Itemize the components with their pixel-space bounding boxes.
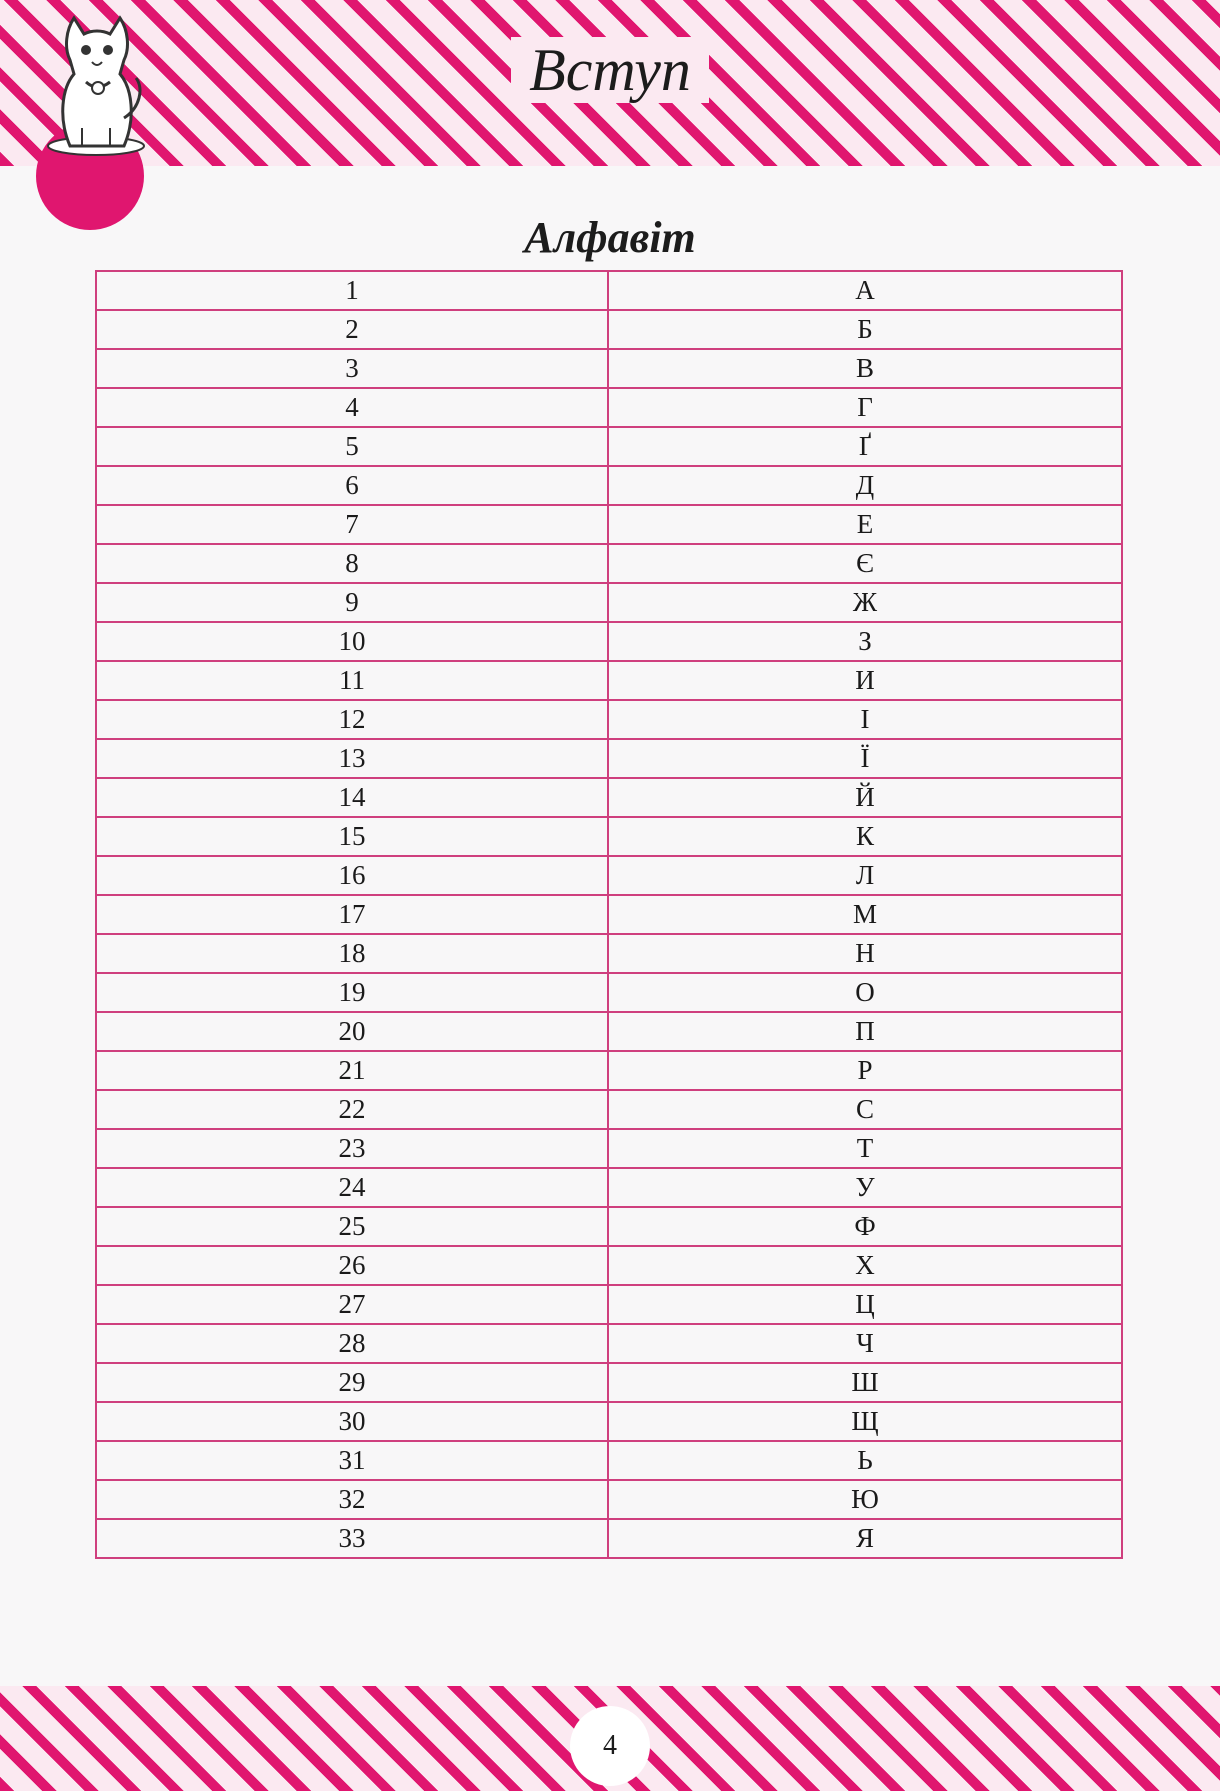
- alphabet-table: [95, 270, 1123, 1559]
- table-row: [96, 661, 1122, 700]
- letter-cell: Є: [608, 544, 1122, 583]
- table-row: [96, 973, 1122, 1012]
- letter-number-cell: 20: [96, 1012, 608, 1051]
- table-row: [96, 1051, 1122, 1090]
- letter-cell: О: [608, 973, 1122, 1012]
- letter-cell: Б: [608, 310, 1122, 349]
- table-row: [96, 1441, 1122, 1480]
- letter-number-cell: 12: [96, 700, 608, 739]
- letter-cell: К: [608, 817, 1122, 856]
- letter-number-cell: 17: [96, 895, 608, 934]
- letter-number-cell: 32: [96, 1480, 608, 1519]
- letter-number-cell: 21: [96, 1051, 608, 1090]
- letter-number-cell: 25: [96, 1207, 608, 1246]
- letter-cell: Ч: [608, 1324, 1122, 1363]
- letter-number-cell: 4: [96, 388, 608, 427]
- letter-cell: Ь: [608, 1441, 1122, 1480]
- letter-cell: Н: [608, 934, 1122, 973]
- table-row: [96, 856, 1122, 895]
- letter-number-cell: 13: [96, 739, 608, 778]
- letter-number-cell: 9: [96, 583, 608, 622]
- table-row: [96, 934, 1122, 973]
- letter-cell: З: [608, 622, 1122, 661]
- table-row: [96, 1402, 1122, 1441]
- table-row: [96, 388, 1122, 427]
- table-row: [96, 817, 1122, 856]
- letter-cell: П: [608, 1012, 1122, 1051]
- letter-number-cell: 7: [96, 505, 608, 544]
- table-row: [96, 349, 1122, 388]
- letter-cell: Щ: [608, 1402, 1122, 1441]
- page-title: Вступ: [0, 36, 1220, 105]
- letter-cell: Ц: [608, 1285, 1122, 1324]
- table-row: [96, 466, 1122, 505]
- letter-number-cell: 24: [96, 1168, 608, 1207]
- letter-number-cell: 15: [96, 817, 608, 856]
- letter-number-cell: 18: [96, 934, 608, 973]
- letter-number-cell: 19: [96, 973, 608, 1012]
- letter-number-cell: 31: [96, 1441, 608, 1480]
- letter-cell: Ї: [608, 739, 1122, 778]
- letter-cell: Ж: [608, 583, 1122, 622]
- letter-number-cell: 11: [96, 661, 608, 700]
- letter-cell: В: [608, 349, 1122, 388]
- table-row: [96, 1207, 1122, 1246]
- letter-number-cell: 30: [96, 1402, 608, 1441]
- letter-cell: Е: [608, 505, 1122, 544]
- table-row: [96, 1168, 1122, 1207]
- letter-number-cell: 28: [96, 1324, 608, 1363]
- table-row: [96, 427, 1122, 466]
- letter-cell: А: [608, 271, 1122, 310]
- table-row: [96, 1285, 1122, 1324]
- letter-number-cell: 5: [96, 427, 608, 466]
- table-row: [96, 739, 1122, 778]
- table-row: [96, 622, 1122, 661]
- letter-cell: С: [608, 1090, 1122, 1129]
- letter-cell: Ф: [608, 1207, 1122, 1246]
- page-number: 4: [570, 1706, 650, 1786]
- section-title: Алфавіт: [524, 213, 696, 262]
- table-row: [96, 310, 1122, 349]
- letter-number-cell: 16: [96, 856, 608, 895]
- letter-cell: Г: [608, 388, 1122, 427]
- letter-number-cell: 14: [96, 778, 608, 817]
- letter-cell: Л: [608, 856, 1122, 895]
- table-row: [96, 1324, 1122, 1363]
- table-row: [96, 1480, 1122, 1519]
- letter-cell: Ґ: [608, 427, 1122, 466]
- table-row: [96, 271, 1122, 310]
- table-row: [96, 778, 1122, 817]
- letter-number-cell: 2: [96, 310, 608, 349]
- letter-cell: Ш: [608, 1363, 1122, 1402]
- letter-cell: Р: [608, 1051, 1122, 1090]
- letter-number-cell: 6: [96, 466, 608, 505]
- letter-cell: Х: [608, 1246, 1122, 1285]
- letter-number-cell: 22: [96, 1090, 608, 1129]
- letter-number-cell: 10: [96, 622, 608, 661]
- table-row: [96, 1090, 1122, 1129]
- letter-number-cell: 26: [96, 1246, 608, 1285]
- letter-cell: І: [608, 700, 1122, 739]
- letter-number-cell: 27: [96, 1285, 608, 1324]
- letter-cell: У: [608, 1168, 1122, 1207]
- letter-cell: Д: [608, 466, 1122, 505]
- table-row: [96, 544, 1122, 583]
- table-row: [96, 583, 1122, 622]
- letter-cell: Ю: [608, 1480, 1122, 1519]
- letter-cell: Т: [608, 1129, 1122, 1168]
- letter-number-cell: 29: [96, 1363, 608, 1402]
- table-row: [96, 1129, 1122, 1168]
- letter-cell: Й: [608, 778, 1122, 817]
- letter-number-cell: 33: [96, 1519, 608, 1558]
- table-row: [96, 1519, 1122, 1558]
- letter-cell: М: [608, 895, 1122, 934]
- letter-number-cell: 8: [96, 544, 608, 583]
- table-row: [96, 1246, 1122, 1285]
- letter-number-cell: 3: [96, 349, 608, 388]
- table-row: [96, 700, 1122, 739]
- table-row: [96, 505, 1122, 544]
- letter-cell: И: [608, 661, 1122, 700]
- letter-number-cell: 23: [96, 1129, 608, 1168]
- letter-number-cell: 1: [96, 271, 608, 310]
- table-row: [96, 1012, 1122, 1051]
- table-row: [96, 1363, 1122, 1402]
- table-row: [96, 895, 1122, 934]
- letter-cell: Я: [608, 1519, 1122, 1558]
